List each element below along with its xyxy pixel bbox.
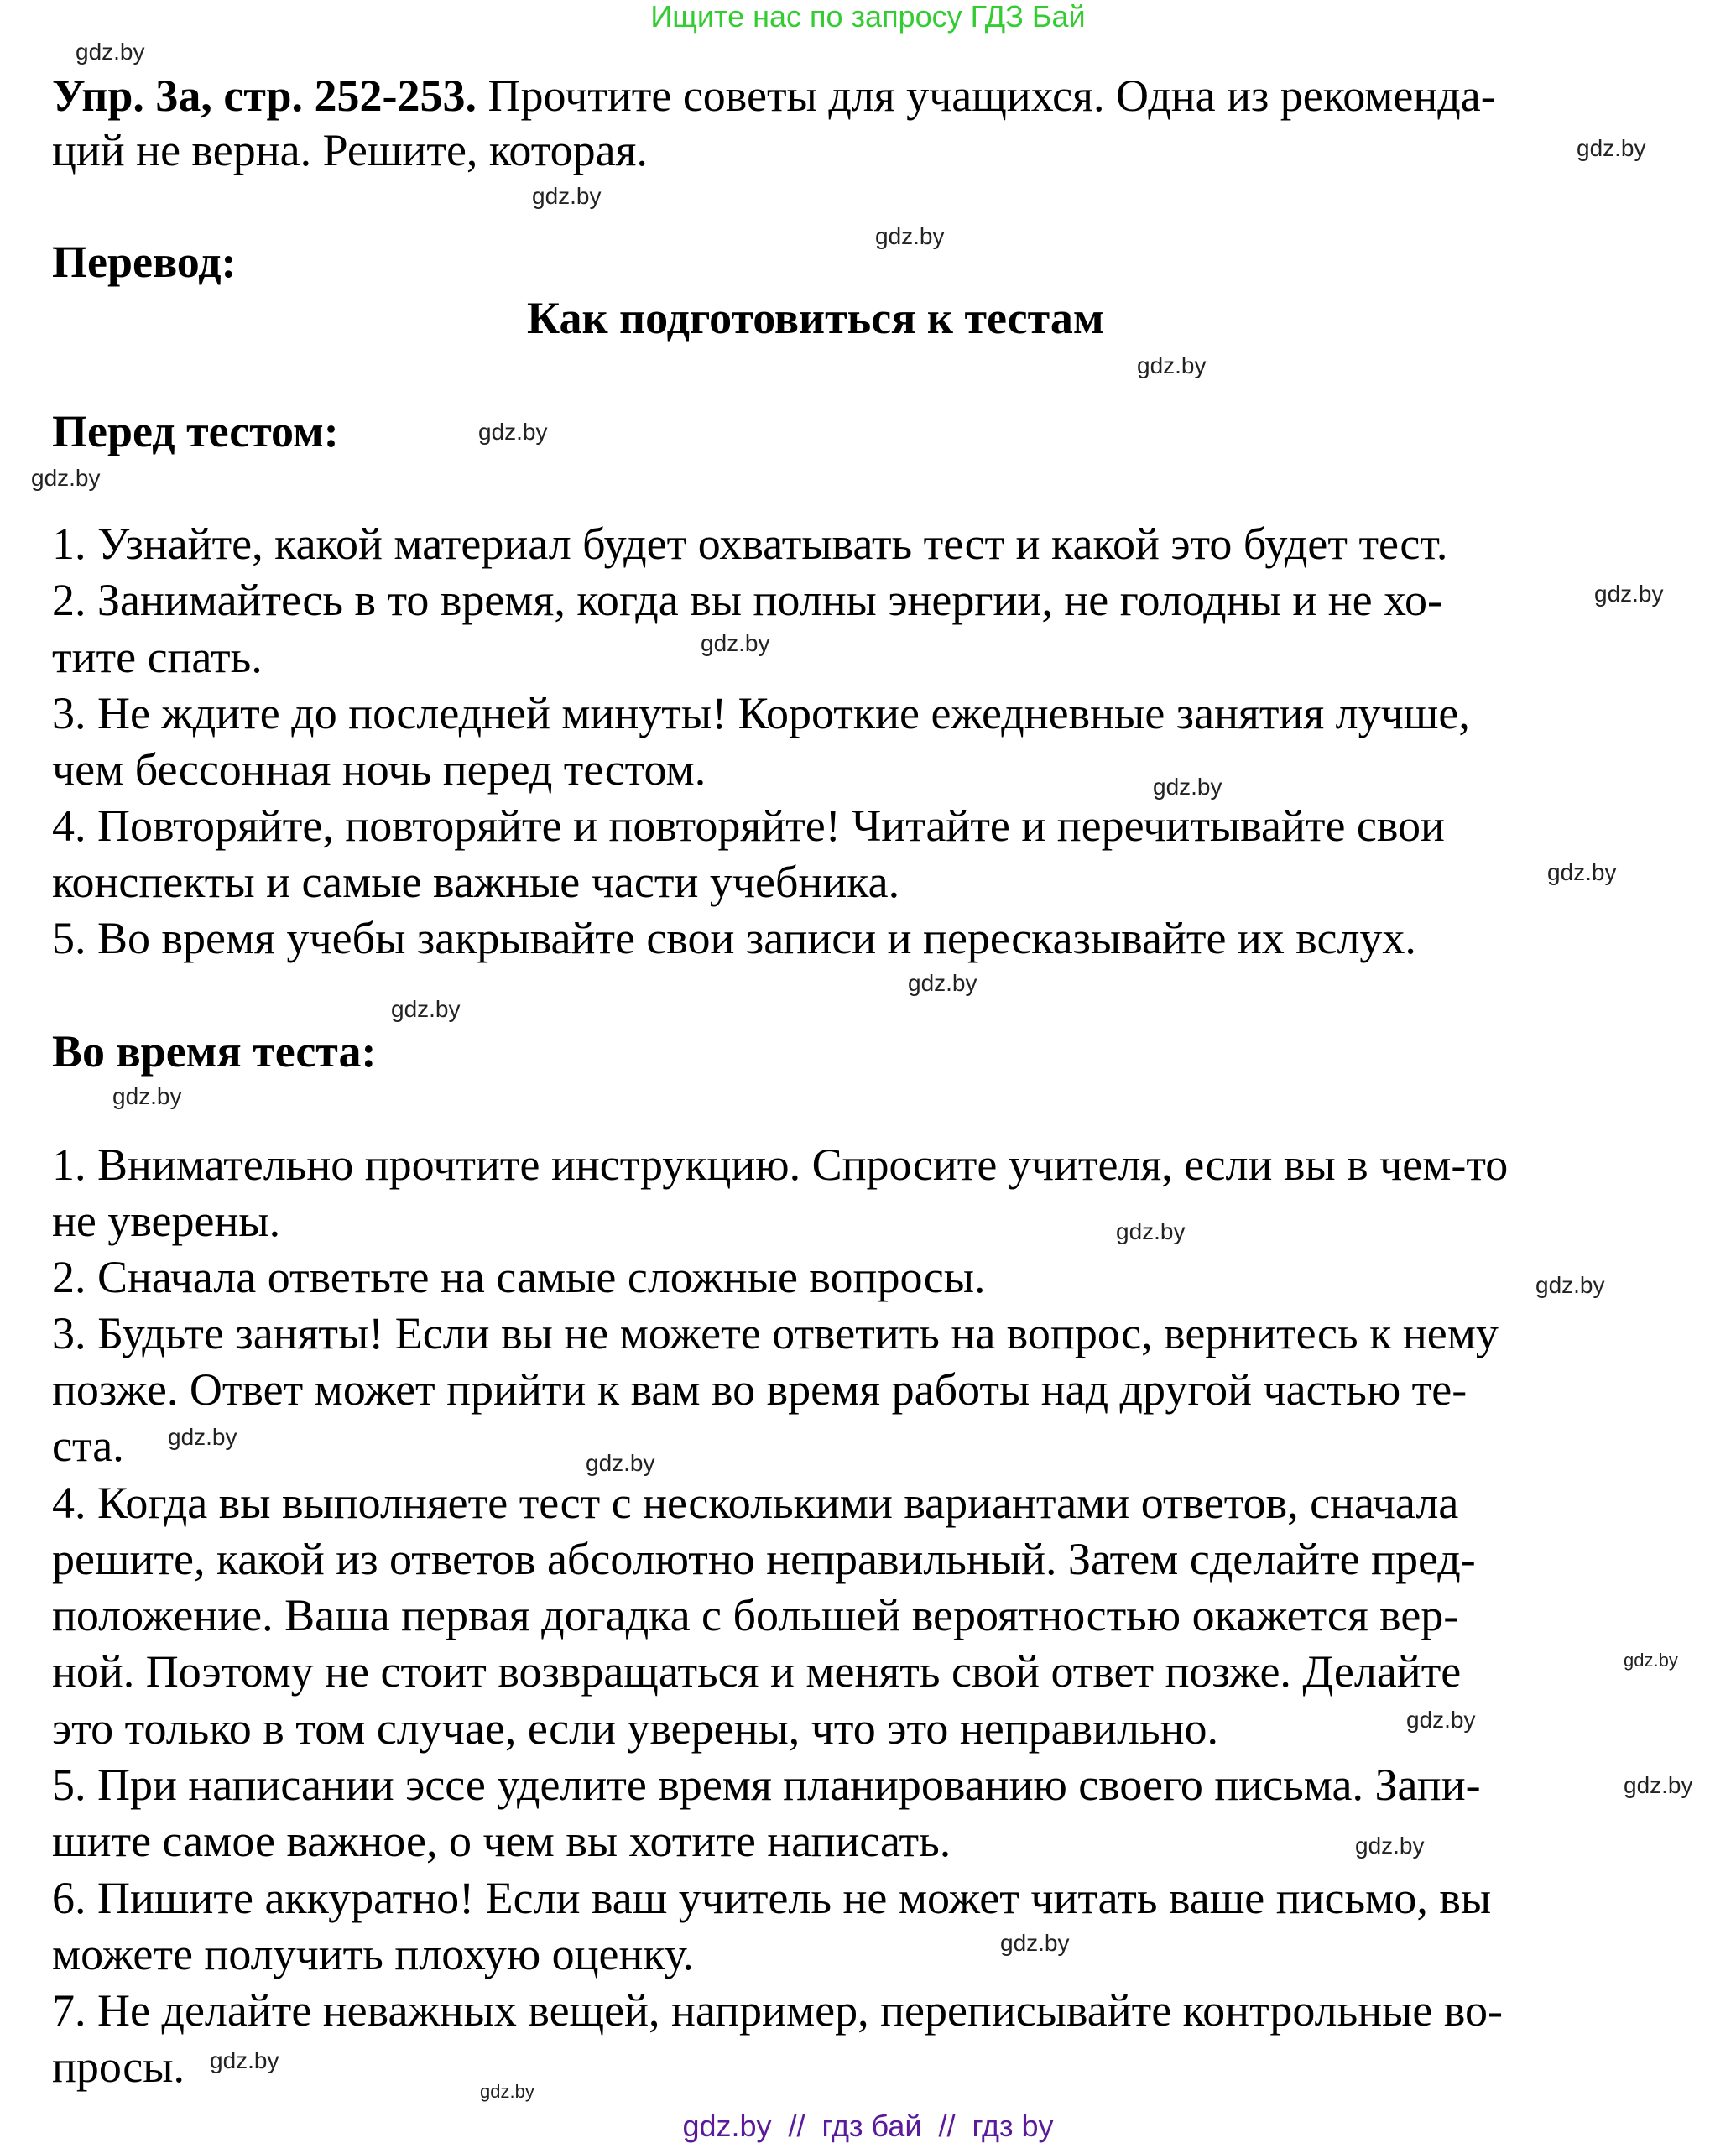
watermark: gdz.by — [875, 223, 945, 249]
watermark: gdz.by — [112, 1083, 182, 1109]
watermark: gdz.by — [532, 183, 602, 209]
text-line: просы. — [52, 2041, 185, 2092]
text-line: можете получить плохую оценку. — [52, 1929, 694, 1979]
watermark: gdz.by — [586, 1450, 655, 1476]
text-line: решите, какой из ответов абсолютно неправильный. Затем сделайте пред- — [52, 1534, 1476, 1584]
task-line-2: ций не верна. Решите, которая. — [52, 125, 648, 175]
watermark: gdz.by — [1000, 1930, 1070, 1956]
translation-heading: Перевод: — [52, 237, 237, 287]
watermark: gdz.by — [908, 970, 977, 996]
watermark: gdz.by — [478, 419, 548, 445]
watermark: gdz.by — [1594, 581, 1664, 607]
watermark: gdz.by — [701, 630, 770, 656]
task-label: Упр. 3а, стр. 252-253. — [52, 70, 477, 121]
text-line: 1. Внимательно прочтите инструкцию. Спросите учителя, если вы в чем-то — [52, 1139, 1509, 1190]
text-line: 2. Занимайтесь в то время, когда вы полны энергии, не голодны и не хо- — [52, 575, 1443, 625]
text-line: ста. — [52, 1421, 124, 1471]
watermark: gdz.by — [1406, 1707, 1476, 1733]
watermark: gdz.by — [1116, 1218, 1186, 1244]
watermark: gdz.by — [1137, 352, 1207, 378]
text-line: 5. Во время учебы закрывайте свои записи и пересказывайте их вслух. — [52, 913, 1416, 963]
watermark: gdz.by — [31, 465, 101, 491]
watermark: gdz.by — [1624, 1650, 1678, 1671]
text-line: ной. Поэтому не стоит возвращаться и менять свой ответ позже. Делайте — [52, 1646, 1462, 1697]
text-line: шите самое важное, о чем вы хотите написать. — [52, 1816, 951, 1866]
page-title: Как подготовиться к тестам — [527, 293, 1104, 343]
watermark: gdz.by — [1535, 1272, 1605, 1298]
text-line: 7. Не делайте неважных вещей, например, переписывайте контрольные во- — [52, 1985, 1503, 2036]
during-heading: Во время теста: — [52, 1026, 377, 1077]
text-line: позже. Ответ может прийти к вам во время работы над другой частью те- — [52, 1364, 1468, 1415]
watermark: gdz.by — [1355, 1833, 1425, 1859]
text-line: 1. Узнайте, какой материал будет охватывать тест и какой это будет тест. — [52, 519, 1448, 569]
watermark: gdz.by — [1624, 1772, 1693, 1798]
before-heading: Перед тестом: — [52, 406, 339, 456]
text-line: не уверены. — [52, 1196, 281, 1246]
watermark: gdz.by — [1153, 774, 1222, 800]
watermark: gdz.by — [1577, 135, 1646, 161]
text-line: конспекты и самые важные части учебника. — [52, 857, 900, 907]
text-line: 2. Сначала ответьте на самые сложные вопросы. — [52, 1252, 986, 1302]
top-banner[interactable]: Ищите нас по запросу ГДЗ Бай — [650, 0, 1086, 34]
watermark: gdz.by — [391, 996, 461, 1022]
watermark: gdz.by — [168, 1424, 237, 1450]
text-line: 3. Будьте заняты! Если вы не можете ответить на вопрос, вернитесь к нему — [52, 1308, 1499, 1358]
text-line: 6. Пишите аккуратно! Если ваш учитель не может читать ваше письмо, вы — [52, 1873, 1492, 1923]
text-line: 5. При написании эссе уделите время планированию своего письма. Запи- — [52, 1760, 1481, 1810]
text-line: положение. Ваша первая догадка с большей вероятностью окажется вер- — [52, 1590, 1459, 1640]
text-line: 4. Повторяйте, повторяйте и повторяйте! Читайте и перечитывайте свои — [52, 800, 1445, 851]
text-line: 3. Не ждите до последней минуты! Короткие ежедневные занятия лучше, — [52, 688, 1470, 738]
text-line: это только в том случае, если уверены, что это неправильно. — [52, 1703, 1218, 1754]
watermark: gdz.by — [210, 2047, 279, 2073]
task-line-1 — [52, 69, 1496, 123]
watermark: gdz.by — [76, 39, 145, 65]
watermark: gdz.by — [1547, 859, 1617, 885]
footer-links[interactable]: gdz.by // гдз бай // гдз by — [682, 2109, 1054, 2143]
text-line: чем бессонная ночь перед тестом. — [52, 744, 706, 795]
task-text: Прочтите советы для учащихся. Одна из рекоменда- — [477, 70, 1496, 121]
text-line: 4. Когда вы выполняете тест с несколькими вариантами ответов, сначала — [52, 1478, 1459, 1528]
text-line: тите спать. — [52, 632, 263, 682]
watermark: gdz.by — [480, 2081, 534, 2102]
